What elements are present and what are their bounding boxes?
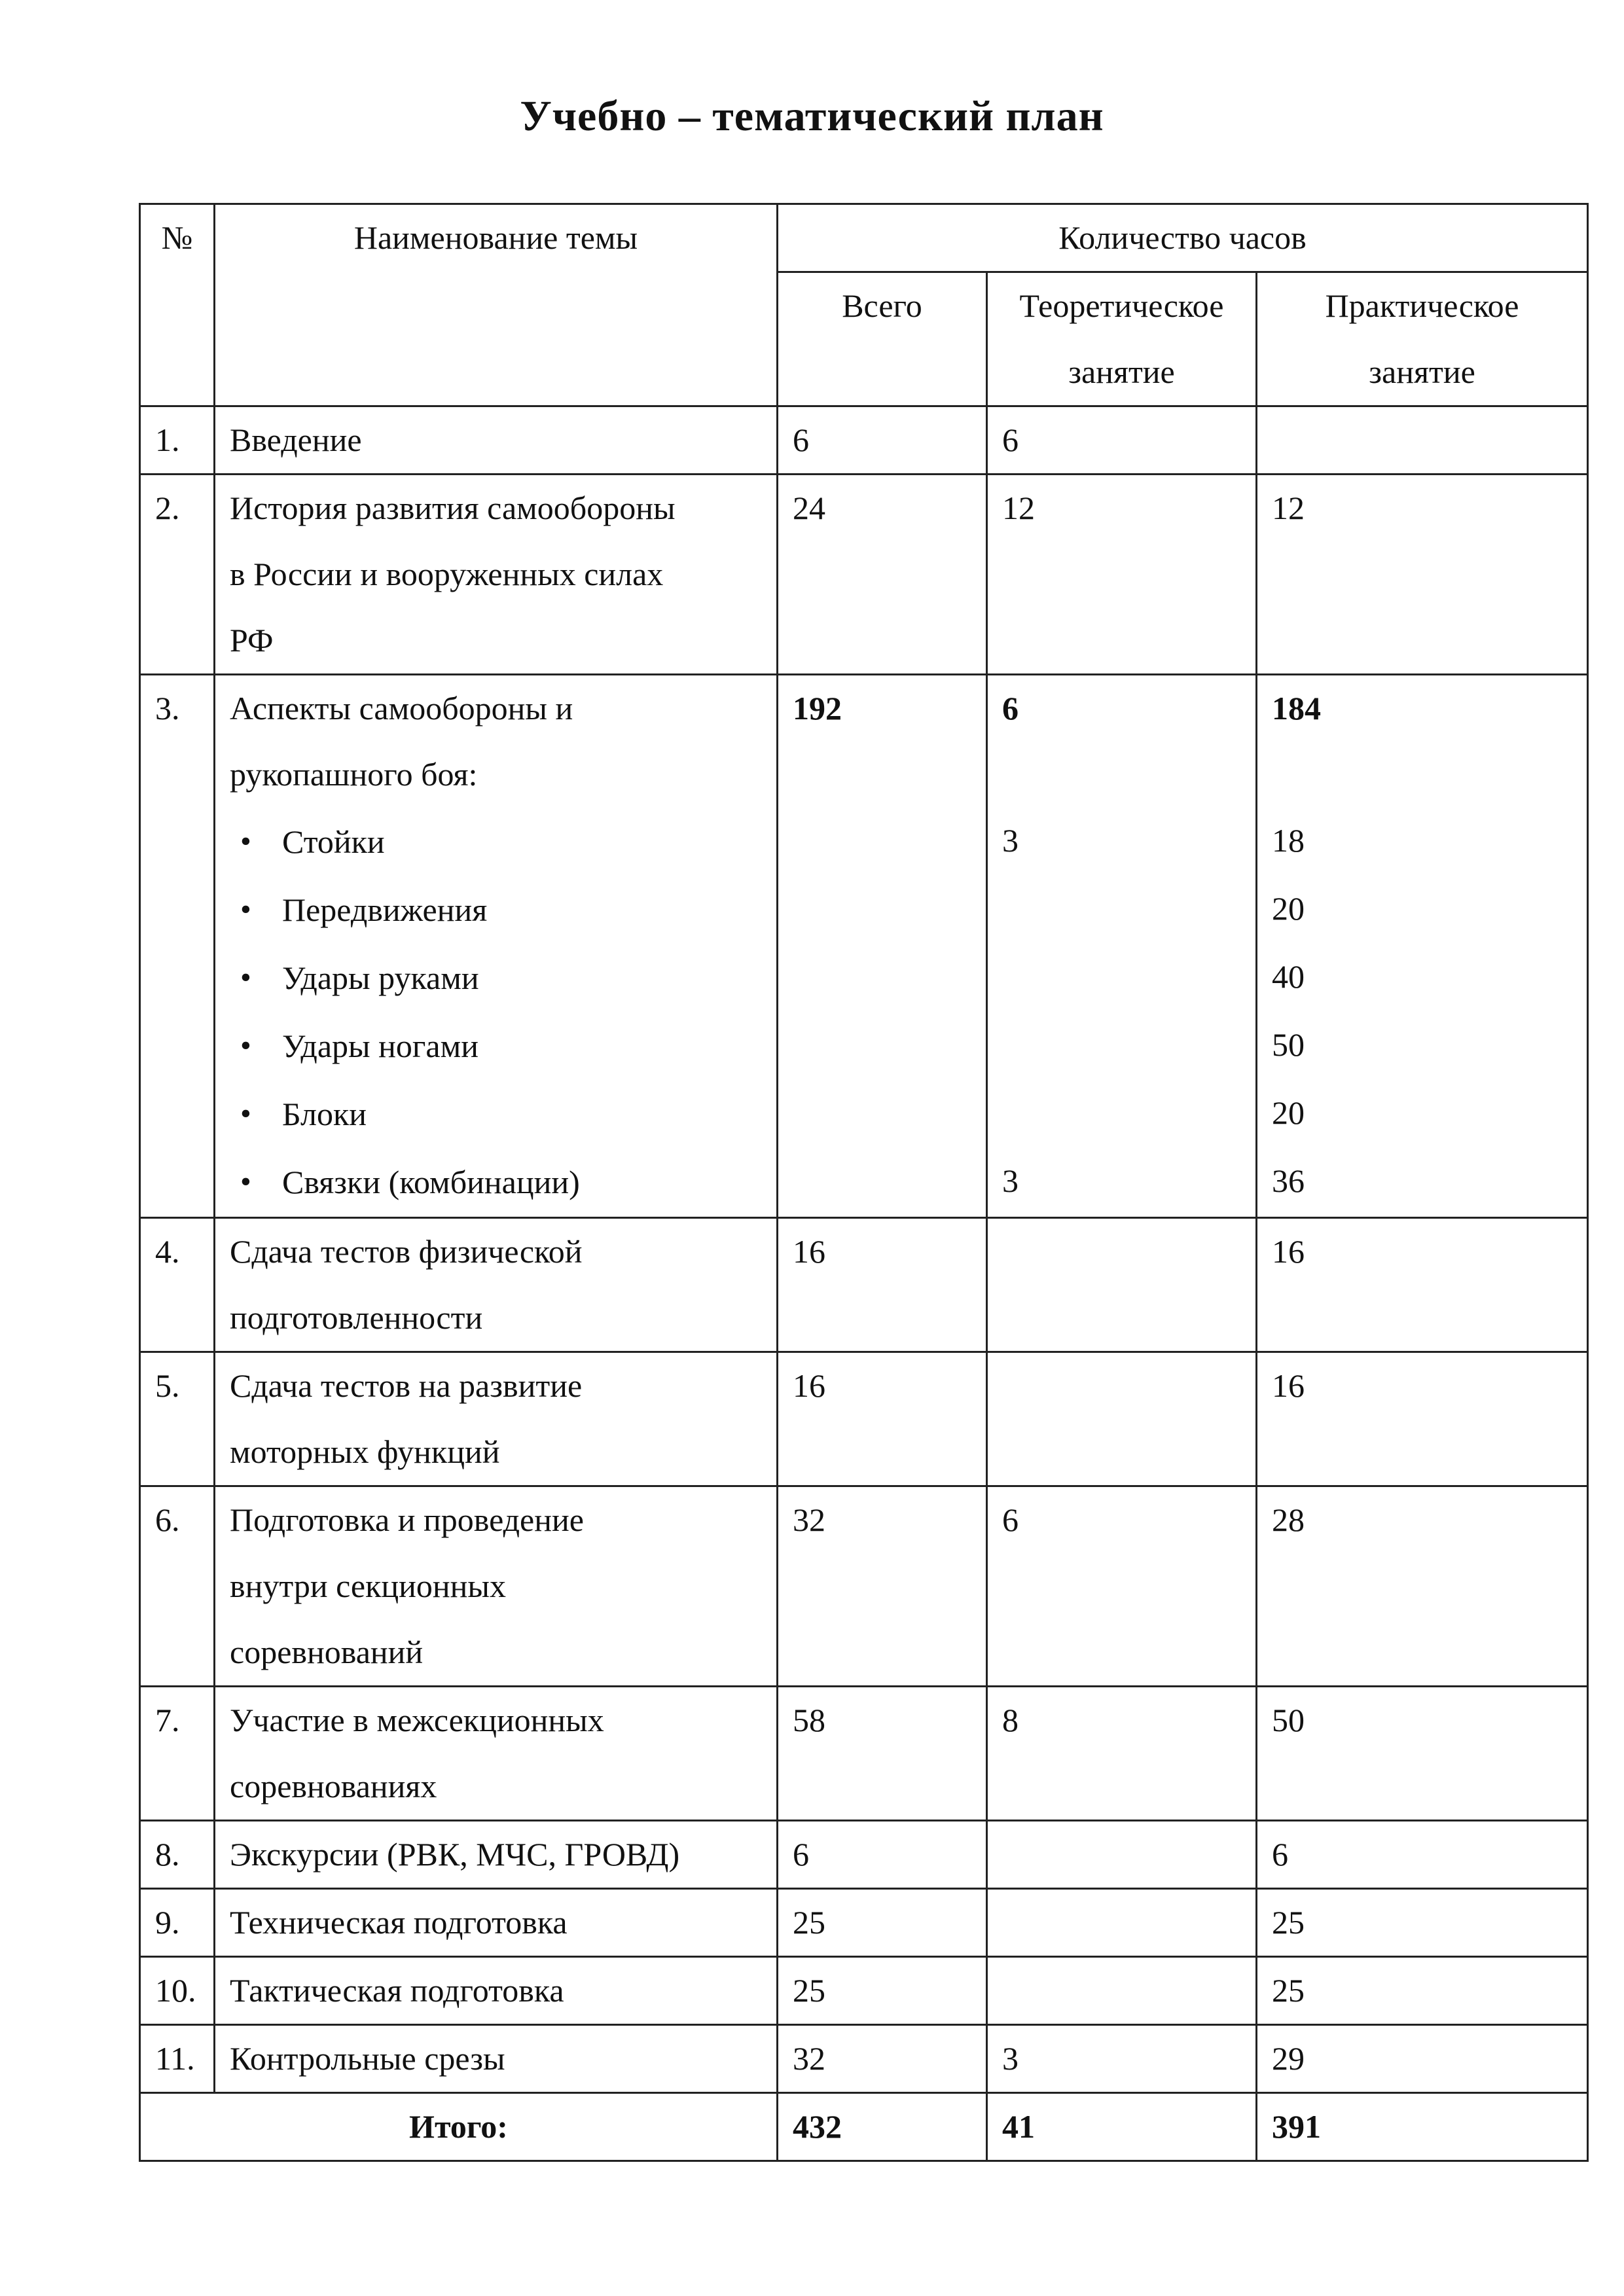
row-practice: 29 [1257, 2025, 1588, 2093]
row-topic: Техническая подготовка [215, 1889, 778, 1957]
list-item: • Передвижения [282, 876, 776, 944]
row-practice: 28 [1257, 1486, 1588, 1687]
total-sum: 432 [778, 2093, 987, 2161]
row-num: 7. [140, 1687, 215, 1821]
total-row [140, 2093, 1588, 2161]
table-row [140, 475, 1588, 675]
header-row [140, 204, 1588, 272]
row-total: 192 [778, 675, 987, 1218]
row-theory: 6 3 3 [987, 675, 1257, 1218]
row-topic: Введение [215, 406, 778, 475]
row-num: 4. [140, 1218, 215, 1352]
row-num: 6. [140, 1486, 215, 1687]
row-practice: 184 18 20 40 50 20 36 [1257, 675, 1588, 1218]
header-practice: Практическое занятие [1257, 272, 1588, 406]
row-practice: 16 [1257, 1352, 1588, 1486]
row-practice: 25 [1257, 1889, 1588, 1957]
row-topic: Тактическая подготовка [215, 1957, 778, 2025]
row-topic: Сдача тестов на развитие моторных функций [215, 1352, 778, 1486]
total-practice: 391 [1257, 2093, 1588, 2161]
row-theory [987, 1352, 1257, 1486]
row-topic: Аспекты самообороны и рукопашного боя: • Стойки • Передвижения • Удары руками • Удары ногами • Блоки • Связки (комбинации) [215, 675, 778, 1218]
row-total: 16 [778, 1352, 987, 1486]
row-topic: Участие в межсекционных соревнованиях [215, 1687, 778, 1821]
table-row [140, 406, 1588, 475]
row-theory [987, 1889, 1257, 1957]
row-total: 32 [778, 2025, 987, 2093]
table-row [140, 1486, 1588, 1687]
row-total: 6 [778, 406, 987, 475]
list-item: • Удары руками [282, 944, 776, 1012]
header-num: № [140, 204, 215, 406]
row-num: 1. [140, 406, 215, 475]
row-num: 2. [140, 475, 215, 675]
row-topic: Экскурсии (РВК, МЧС, ГРОВД) [215, 1821, 778, 1889]
header-total: Всего [778, 272, 987, 406]
row-topic: Подготовка и проведение внутри секционных соревнований [215, 1486, 778, 1687]
list-item: • Связки (комбинации) [282, 1148, 776, 1216]
table-row [140, 1889, 1588, 1957]
row-num: 10. [140, 1957, 215, 2025]
table-row [140, 1218, 1588, 1352]
page-title: Учебно – тематический план [520, 92, 1104, 140]
row-practice: 16 [1257, 1218, 1588, 1352]
row-theory: 3 [987, 2025, 1257, 2093]
list-item: • Стойки [282, 808, 776, 876]
row-practice: 6 [1257, 1821, 1588, 1889]
row-num: 5. [140, 1352, 215, 1486]
row-num: 9. [140, 1889, 215, 1957]
row-total: 58 [778, 1687, 987, 1821]
topic-sublist [230, 808, 776, 1216]
table-row [140, 1821, 1588, 1889]
table-row [140, 1687, 1588, 1821]
row-total: 25 [778, 1957, 987, 2025]
row-topic: Контрольные срезы [215, 2025, 778, 2093]
table-row [140, 2025, 1588, 2093]
row-topic: Сдача тестов физической подготовленности [215, 1218, 778, 1352]
row-num: 8. [140, 1821, 215, 1889]
row-num: 11. [140, 2025, 215, 2093]
row-theory [987, 1218, 1257, 1352]
row-theory [987, 1957, 1257, 2025]
row-theory: 8 [987, 1687, 1257, 1821]
row-theory: 6 [987, 1486, 1257, 1687]
total-label: Итого: [140, 2093, 778, 2161]
row-num: 3. [140, 675, 215, 1218]
header-hours: Количество часов [778, 204, 1588, 272]
row-theory [987, 1821, 1257, 1889]
row-total: 16 [778, 1218, 987, 1352]
table-row [140, 675, 1588, 1218]
header-theory: Теоретическое занятие [987, 272, 1257, 406]
table-row [140, 1352, 1588, 1486]
row-practice: 25 [1257, 1957, 1588, 2025]
row-total: 24 [778, 475, 987, 675]
total-theory: 41 [987, 2093, 1257, 2161]
table-row [140, 1957, 1588, 2025]
plan-table [139, 203, 1589, 2162]
row-total: 25 [778, 1889, 987, 1957]
row-theory: 6 [987, 406, 1257, 475]
row-total: 6 [778, 1821, 987, 1889]
header-topic: Наименование темы [215, 204, 778, 406]
list-item: • Удары ногами [282, 1012, 776, 1080]
list-item: • Блоки [282, 1080, 776, 1148]
row-practice [1257, 406, 1588, 475]
row-theory: 12 [987, 475, 1257, 675]
row-practice: 50 [1257, 1687, 1588, 1821]
row-topic: История развития самообороны в России и вооруженных силах РФ [215, 475, 778, 675]
row-practice: 12 [1257, 475, 1588, 675]
row-total: 32 [778, 1486, 987, 1687]
